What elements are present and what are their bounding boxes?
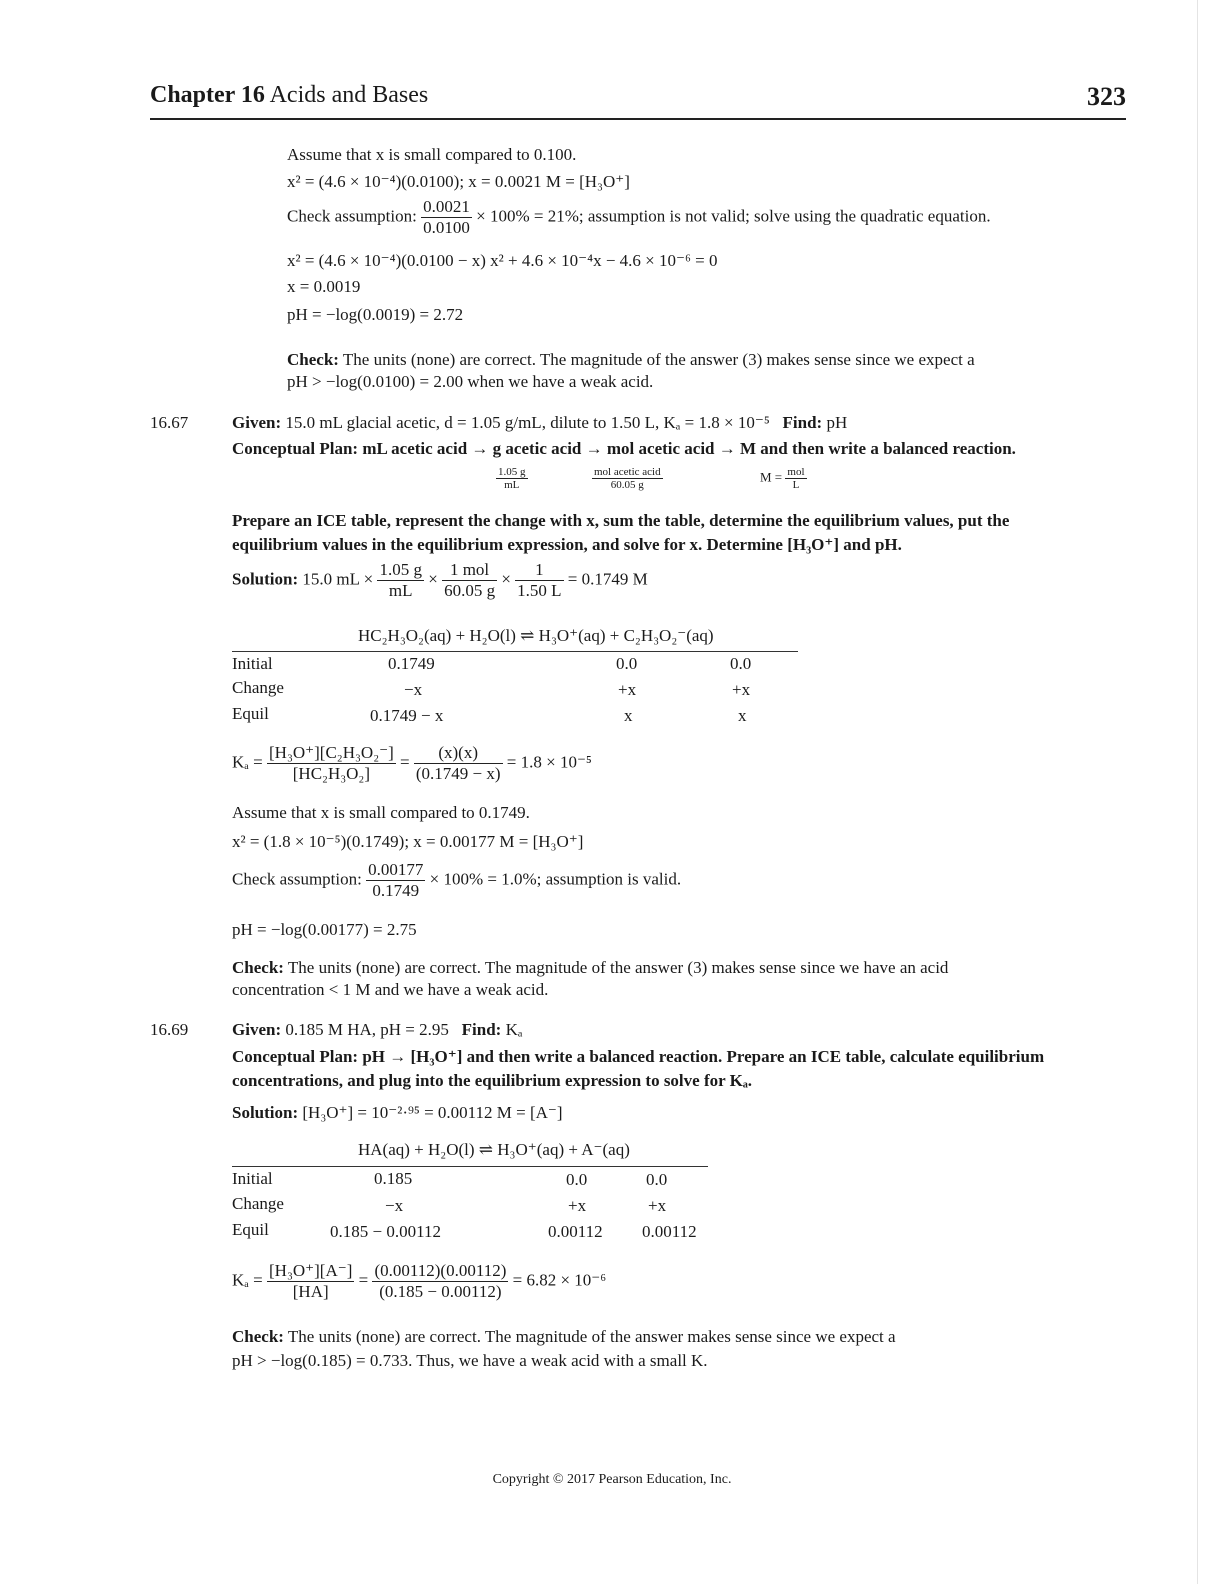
block1-check-line2: pH > −log(0.0100) = 2.00 when we have a weak acid. [287, 372, 654, 391]
check-label: Check assumption: [232, 869, 362, 889]
chapter-label: Chapter 16 [150, 82, 265, 108]
p1667-eq1: x² = (1.8 × 10⁻⁵)(0.1749); x = 0.00177 M = [H₃O⁺] [232, 832, 584, 851]
ice-label: Change [232, 678, 284, 697]
find-text: Kₐ [505, 1020, 523, 1039]
block1-eq2: x² = (4.6 × 10⁻⁴)(0.0100 − x) x² + 4.6 × 10⁻⁴x − 4.6 × 10⁻⁶ = 0 [287, 251, 718, 270]
ice-cell: −x [404, 680, 423, 699]
check-denominator: 0.0100 [423, 218, 470, 237]
ice-cell: 0.1749 − x [370, 706, 444, 725]
ka-lhs: Kₐ = [232, 752, 263, 772]
find-label: Find: [461, 1020, 502, 1039]
find-label: Find: [782, 413, 823, 432]
ice-label: Change [232, 1194, 284, 1213]
conv3-lhs: M = [760, 469, 783, 485]
check-head: Check: [232, 1327, 284, 1346]
sol-f2-num: 1 mol [442, 560, 497, 581]
problem-number-16-69: 16.69 [150, 1020, 189, 1039]
problem-number-16-67: 16.67 [150, 413, 189, 432]
ka-result: = 1.8 × 10⁻⁵ [506, 752, 592, 772]
sol-f3-num: 1 [515, 560, 563, 581]
page-edge-shadow [1197, 0, 1198, 1584]
p1667-prepare2: equilibrium values in the equilibrium expression, and solve for x. Determine [H₃O⁺] and pH. [232, 535, 902, 554]
ice-label: Equil [232, 704, 269, 723]
p1669-reaction: HA(aq) + H₂O(l) ⇌ H₃O⁺(aq) + A⁻(aq) [358, 1140, 630, 1159]
check-label: Check assumption: [287, 206, 417, 226]
p1667-conv2 [592, 466, 663, 491]
check-text: The units (none) are correct. The magnitude of the answer (3) makes sense since we expect a [342, 350, 975, 369]
check-head: Check: [232, 958, 284, 977]
p1667-solution: Solution: 15.0 mL × $\frac{1.05 g}{mL}$ × $\frac{\text{1 mol}}{60.05 g}$ × $\frac{1}{1.50 L}$ = 0.1749 M [232, 560, 648, 600]
solution-start: 15.0 mL × [302, 569, 374, 589]
given-text: 0.185 M HA, pH = 2.95 [285, 1020, 449, 1039]
p1667-check-assumption [232, 860, 681, 901]
ice-cell: 0.185 − 0.00112 [330, 1222, 441, 1241]
copyright-footer: Copyright © 2017 Pearson Education, Inc. [492, 1472, 732, 1487]
find-text: pH [826, 413, 848, 432]
check-rest: × 100% = 21%; assumption is not valid; solve using the quadratic equation. [476, 206, 991, 226]
p1669-check-line2: pH > −log(0.185) = 0.733. Thus, we have a weak acid with a small K. [232, 1351, 708, 1370]
solution-result: = 0.1749 M [567, 569, 648, 589]
p1669-plan1: Conceptual Plan: pH → [H₃O⁺] and then write a balanced reaction. Prepare an ICE table, calculate equilibrium [232, 1047, 1045, 1066]
check-fraction [421, 197, 472, 238]
solution-label: Solution: [232, 569, 299, 589]
p1667-ka-expression: Kₐ = $\frac{\text{[H₃O⁺][C₂H₃O₂⁻]}}{\text{[HC₂H₃O₂]}}$ = $\frac{(x)(x)}{(0.1749 - x)}$ = 1.8 × 10⁻⁵ [232, 743, 592, 783]
p1669-check-line1 [232, 1327, 896, 1347]
p1667-reaction: HC₂H₃O₂(aq) + H₂O(l) ⇌ H₃O⁺(aq) + C₂H₃O₂⁻(aq) [358, 626, 714, 645]
solution-label: Solution: [232, 1103, 299, 1122]
conv2-den: 60.05 g [610, 479, 644, 491]
ka-f2-den: (0.1749 − x) [415, 764, 501, 783]
p1669-solution [232, 1103, 563, 1123]
ka-f1-num: [H₃O⁺][C₂H₃O₂⁻] [269, 743, 394, 762]
check-numerator: 0.0021 [423, 197, 470, 216]
ka-f1-num: [H₃O⁺][A⁻] [269, 1261, 353, 1280]
check-rest: × 100% = 1.0%; assumption is valid. [429, 869, 682, 889]
check-denominator: 0.1749 [372, 881, 420, 900]
ice-cell: 0.0 [730, 654, 752, 673]
p1667-plan: Conceptual Plan: mL acetic acid → g acetic acid → mol acetic acid → M and then write a balanced reaction. [232, 439, 1016, 458]
ka-f1-den: [HC₂H₃O₂] [292, 764, 371, 783]
p1667-conv3 [760, 466, 807, 491]
p1669-ka-expression: Kₐ = $\frac{\text{[H₃O⁺][A⁻]}}{[HA]}$ = $\frac{(0.00112)(0.00112)}{(0.185 - 0.00112)}$ = 6.82 × 10⁻⁶ [232, 1261, 607, 1301]
ka-f2-num: (x)(x) [414, 743, 503, 764]
sol-f1-den: mL [388, 581, 413, 600]
p1669-given [232, 1020, 523, 1040]
ice-cell: x [624, 706, 633, 725]
p1667-assume: Assume that x is small compared to 0.1749. [232, 803, 530, 822]
block1-eq1: x² = (4.6 × 10⁻⁴)(0.0100); x = 0.0021 M = [H₃O⁺] [287, 172, 630, 191]
ice-cell: 0.0 [566, 1170, 588, 1189]
page-number: 323 [1087, 82, 1126, 111]
p1669-plan2: concentrations, and plug into the equilibrium expression to solve for Kₐ. [232, 1071, 753, 1090]
ice-cell: 0.00112 [548, 1222, 603, 1241]
conv1-num: 1.05 g [498, 466, 526, 478]
conv1-den: mL [504, 479, 520, 491]
ice-cell: −x [385, 1196, 404, 1215]
check-text: The units (none) are correct. The magnitude of the answer (3) makes sense since we have an acid [287, 958, 949, 977]
ice-cell: +x [568, 1196, 587, 1215]
chapter-title: Acids and Bases [269, 82, 429, 108]
ice-label: Initial [232, 654, 273, 673]
check-numerator: 0.00177 [368, 860, 424, 879]
conv3-num: mol [787, 466, 805, 478]
check-text: The units (none) are correct. The magnitude of the answer makes sense since we expect a [287, 1327, 896, 1346]
ka-result: = 6.82 × 10⁻⁶ [512, 1270, 607, 1290]
given-label: Given: [232, 413, 282, 432]
conv2-num: mol acetic acid [594, 466, 661, 478]
p1667-check-line1 [232, 958, 948, 978]
p1667-conv1 [496, 466, 528, 491]
ice-cell: 0.1749 [388, 654, 435, 673]
ka-lhs: Kₐ = [232, 1270, 263, 1290]
p1667-ph: pH = −log(0.00177) = 2.75 [232, 920, 417, 939]
check-head: Check: [287, 350, 339, 369]
block1-check-assumption [287, 197, 991, 238]
ice-cell: +x [732, 680, 751, 699]
p1667-table-rule [232, 651, 798, 652]
solution-text: [H₃O⁺] = 10⁻²·⁹⁵ = 0.00112 M = [A⁻] [302, 1103, 563, 1122]
p1667-given [232, 413, 847, 433]
p1667-prepare1: Prepare an ICE table, represent the change with x, sum the table, determine the equilibrium values, put the [232, 511, 1010, 530]
p1669-table-rule [232, 1166, 708, 1167]
ice-cell: +x [648, 1196, 667, 1215]
ice-cell: 0.0 [646, 1170, 668, 1189]
chapter-heading [150, 82, 428, 109]
p1667-check-line2: concentration < 1 M and we have a weak acid. [232, 980, 549, 999]
given-label: Given: [232, 1020, 282, 1039]
ice-label: Initial [232, 1169, 273, 1188]
block1-assume: Assume that x is small compared to 0.100. [287, 145, 577, 164]
ice-cell: x [738, 706, 747, 725]
ice-cell: +x [618, 680, 637, 699]
header-rule [150, 118, 1126, 120]
ka-f2-den: (0.185 − 0.00112) [379, 1282, 502, 1301]
ice-label: Equil [232, 1220, 269, 1239]
ice-cell: 0.00112 [642, 1222, 697, 1241]
ice-cell: 0.0 [616, 654, 638, 673]
conv3-den: L [792, 479, 800, 491]
block1-eq4: pH = −log(0.0019) = 2.72 [287, 305, 464, 324]
ka-f1-den: [HA] [292, 1282, 329, 1301]
ka-f2-num: (0.00112)(0.00112) [374, 1261, 507, 1280]
sol-f1-num: 1.05 g [379, 560, 422, 579]
given-text: 15.0 mL glacial acetic, d = 1.05 g/mL, dilute to 1.50 L, Kₐ = 1.8 × 10⁻⁵ [285, 413, 770, 432]
block1-check-line1 [287, 350, 975, 370]
block1-eq3: x = 0.0019 [287, 277, 361, 296]
sol-f3-den: 1.50 L [517, 581, 562, 600]
sol-f2-den: 60.05 g [444, 581, 496, 600]
ice-cell: 0.185 [374, 1169, 413, 1188]
